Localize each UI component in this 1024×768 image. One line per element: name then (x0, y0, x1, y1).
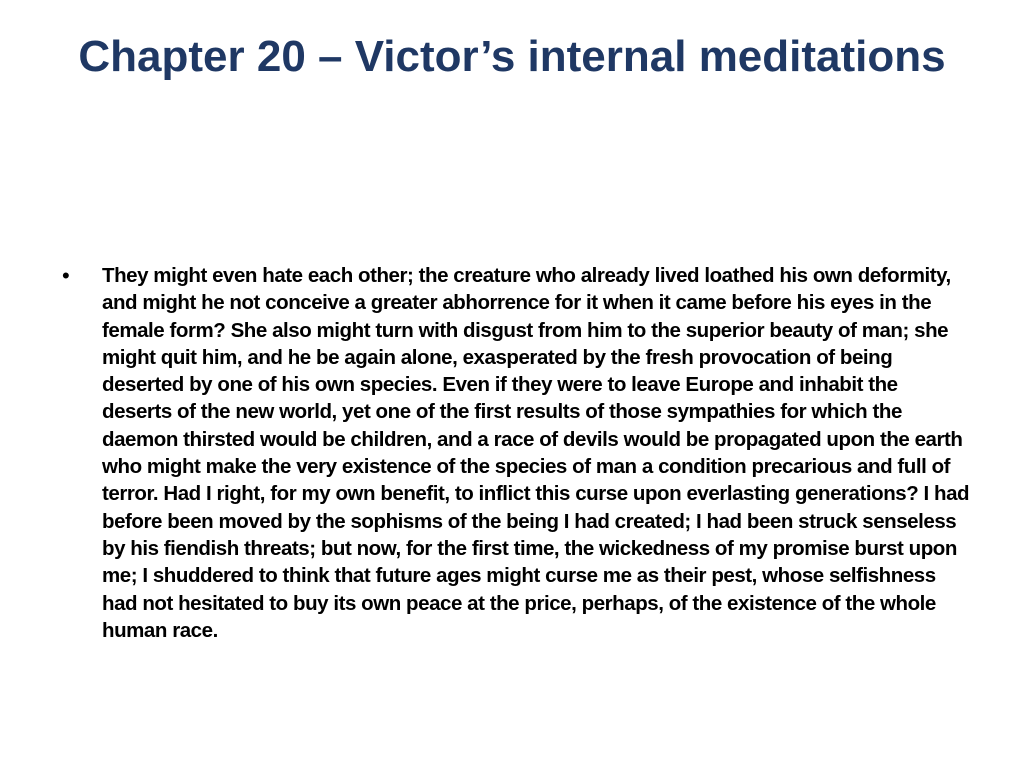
bullet-item (62, 262, 972, 644)
slide-title: Chapter 20 – Victor’s internal meditations (78, 32, 946, 81)
bullet-text: They might even hate each other; the creature who already lived loathed his own deformity, and might he not conceive a greater abhorrence for it when it came before his eyes in the female form? She also might turn with disgust from him to the superior beauty of man; she might quit him, and he be again alone, exasperated by the fresh provocation of being deserted by one of his own species. Even if they were to leave Europe and inhabit the deserts of the new world, yet one of the first results of those sympathies for which the daemon thirsted would be children, and a race of devils would be propagated upon the earth who might make the very existence of the species of man a condition precarious and full of terror. Had I right, for my own benefit, to inflict this curse upon everlasting generations? I had before been moved by the sophisms of the being I had created; I had been struck senseless by his fiendish threats; but now, for the first time, the wickedness of my promise burst upon me; I shuddered to think that future ages might curse me as their pest, whose selfishness had not hesitated to buy its own peace at the price, perhaps, of the existence of the whole human race. (102, 264, 970, 642)
bullet-list (62, 262, 972, 644)
bullet-marker: • (62, 263, 70, 288)
